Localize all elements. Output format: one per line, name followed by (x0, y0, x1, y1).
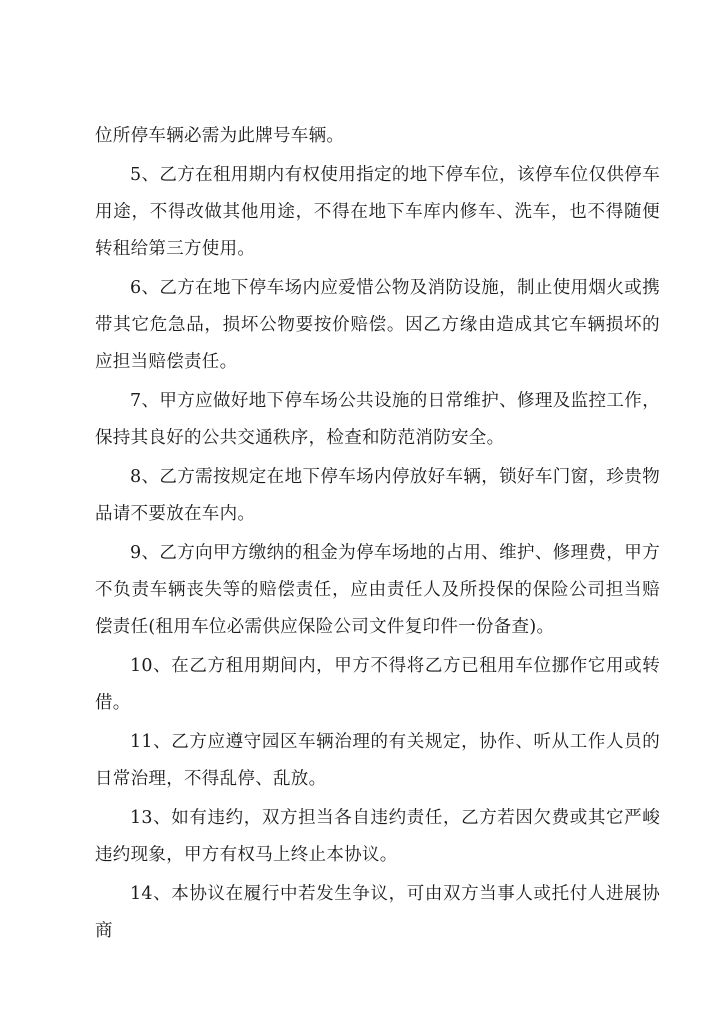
paragraph-clause-10: 10、在乙方租用期间内，甲方不得将乙方已租用车位挪作它用或转借。 (95, 656, 660, 713)
paragraph-clause-9: 9、乙方向甲方缴纳的租金为停车场地的占用、维护、修理费，甲方不负责车辆丧失等的赔偿责任，应由责任人及所投保的保险公司担当赔偿责任(租用车位必需供应保险公司文件复印件一份备查)。 (95, 543, 660, 637)
paragraph-clause-8: 8、乙方需按规定在地下停车场内停放好车辆，锁好车门窗，珍贵物品请不要放在车内。 (95, 467, 660, 524)
paragraph-clause-13: 13、如有违约，双方担当各自违约责任，乙方若因欠费或其它严峻违约现象，甲方有权马上终止本协议。 (95, 808, 660, 865)
paragraph-clause-11: 11、乙方应遵守园区车辆治理的有关规定，协作、听从工作人员的日常治理，不得乱停、乱放。 (95, 732, 660, 789)
paragraph-continuation: 位所停车辆必需为此牌号车辆。 (95, 126, 345, 146)
document-page (95, 118, 660, 952)
paragraph-clause-5: 5、乙方在租用期内有权使用指定的地下停车位，该停车位仅供停车用途，不得改做其他用途，不得在地下车库内修车、洗车，也不得随便转租给第三方使用。 (95, 165, 660, 259)
paragraph-clause-14: 14、本协议在履行中若发生争议，可由双方当事人或托付人进展协商 (95, 884, 660, 941)
paragraph-clause-6: 6、乙方在地下停车场内应爱惜公物及消防设施，制止使用烟火或携带其它危急品，损坏公物要按价赔偿。因乙方缘由造成其它车辆损坏的应担当赔偿责任。 (95, 278, 660, 372)
paragraph-clause-7: 7、甲方应做好地下停车场公共设施的日常维护、修理及监控工作，保持其良好的公共交通秩序，检查和防范消防安全。 (95, 391, 660, 448)
